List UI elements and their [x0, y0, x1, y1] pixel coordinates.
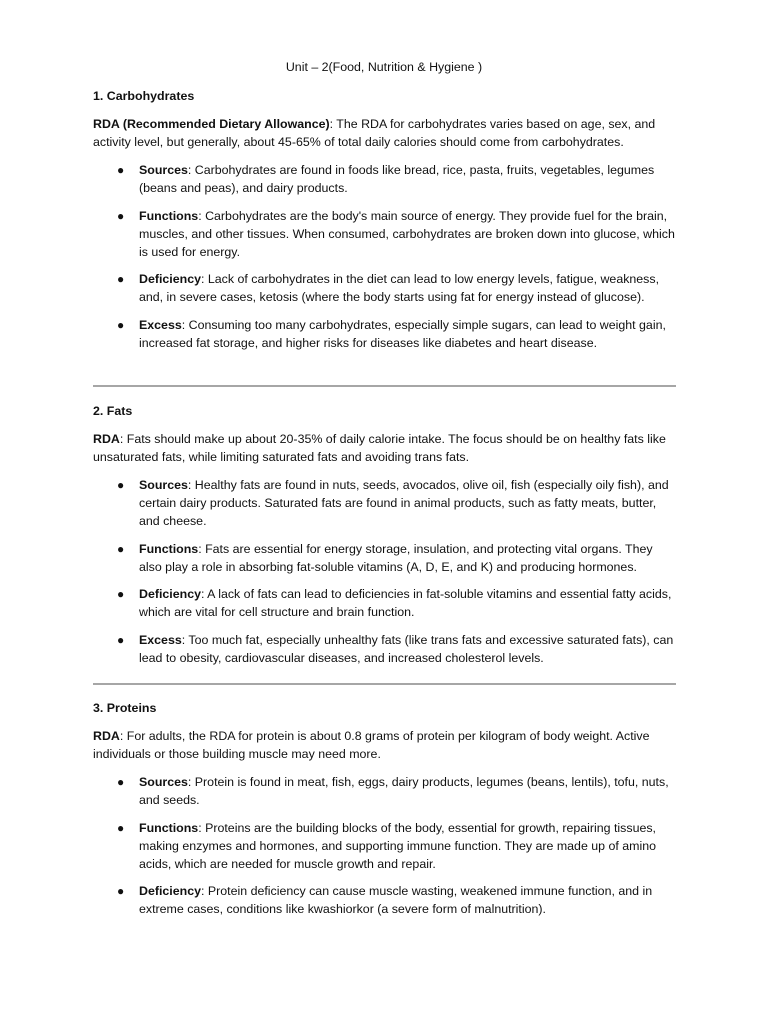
item-text: : Proteins are the building blocks of the body, essential for growth, repairing tissues, making enzymes and hormones, and supporting immune function. They are made up of amino acids, which are needed for muscle growth and repair. — [139, 820, 657, 871]
list-item — [93, 773, 678, 809]
item-label: Sources — [139, 775, 188, 789]
section-heading: 3. Proteins — [93, 701, 157, 715]
bullet-icon: ● — [117, 632, 125, 647]
item-text: : Too much fat, especially unhealthy fats (like trans fats and excessive saturated fats), can lead to obesity, cardiovascular diseases, and increased cholesterol levels. — [139, 632, 674, 665]
item-label: Excess — [139, 632, 182, 647]
rda-paragraph — [93, 115, 678, 151]
item-label: Sources — [139, 163, 188, 177]
bullet-icon: ● — [117, 317, 125, 332]
horizontal-divider — [93, 683, 676, 685]
item-text: : Carbohydrates are found in foods like bread, rice, pasta, fruits, vegetables, legumes (beans and peas), and dairy products. — [139, 163, 655, 195]
bullet-icon: ● — [117, 208, 125, 223]
bullet-icon: ● — [117, 587, 125, 601]
section-heading: 1. Carbohydrates — [93, 89, 195, 103]
bullet-icon: ● — [117, 884, 125, 898]
item-label: Deficiency — [139, 272, 201, 286]
item-text: : Healthy fats are found in nuts, seeds, avocados, olive oil, fish (especially oily fish), and certain dairy products. Saturated fats are found in animal products, such as fatty meats, butter, and cheese. — [139, 478, 669, 528]
item-text: : A lack of fats can lead to deficiencies in fat-soluble vitamins and essential fatty acids, which are vital for cell structure and brain function. — [139, 587, 672, 619]
rda-label: RDA (Recommended Dietary Allowance) — [93, 117, 330, 131]
rda-label: RDA — [93, 432, 120, 446]
list-item — [93, 882, 678, 918]
list-item — [93, 161, 678, 197]
section-heading: 2. Fats — [93, 404, 133, 418]
rda-label: RDA — [93, 729, 120, 743]
item-label: Excess — [139, 317, 182, 332]
horizontal-divider — [93, 385, 676, 387]
list-item — [93, 631, 678, 667]
nutrient-list — [93, 161, 678, 352]
nutrient-list — [93, 476, 678, 667]
rda-text: : The RDA for carbohydrates varies based on age, sex, and activity level, but generally, about 45-65% of total daily calories should come from carbohydrates. — [93, 117, 656, 149]
rda-text: : Fats should make up about 20-35% of daily calorie intake. The focus should be on healthy fats like unsaturated fats, while limiting saturated fats and avoiding trans fats. — [93, 432, 666, 464]
rda-text: : For adults, the RDA for protein is about 0.8 grams of protein per kilogram of body weight. Active individuals or those building muscle may need more. — [93, 729, 650, 761]
item-text: : Protein deficiency can cause muscle wasting, weakened immune function, and in extreme cases, conditions like kwashiorkor (a severe form of malnutrition). — [139, 884, 653, 916]
list-item — [93, 476, 678, 530]
list-item — [93, 819, 678, 873]
section-proteins — [93, 699, 678, 928]
bullet-icon: ● — [117, 478, 125, 492]
list-item — [93, 207, 678, 261]
section-fats — [93, 402, 678, 676]
item-text: : Carbohydrates are the body's main source of energy. They provide fuel for the brain, muscles, and other tissues. When consumed, carbohydrates are broken down into glucose, which is used for energy. — [139, 208, 675, 259]
bullet-icon: ● — [117, 163, 125, 177]
list-item — [93, 585, 678, 621]
bullet-icon: ● — [117, 775, 125, 789]
item-label: Functions — [139, 541, 199, 556]
list-item — [93, 270, 678, 306]
item-label: Deficiency — [139, 884, 201, 898]
item-label: Sources — [139, 478, 188, 492]
list-item — [93, 540, 678, 576]
item-text: : Fats are essential for energy storage, insulation, and protecting vital organs. They also play a role in absorbing fat-soluble vitamins (A, D, E, and K) and producing hormones. — [139, 541, 653, 574]
rda-paragraph — [93, 430, 678, 466]
bullet-icon: ● — [117, 541, 125, 556]
item-text: : Lack of carbohydrates in the diet can lead to low energy levels, fatigue, weakness, and, in severe cases, ketosis (where the body starts using fat for energy instead of glucose). — [139, 272, 660, 304]
bullet-icon: ● — [117, 272, 125, 286]
nutrient-list — [93, 773, 678, 918]
item-label: Functions — [139, 820, 199, 835]
item-text: : Protein is found in meat, fish, eggs, dairy products, legumes (beans, lentils), tofu, nuts, and seeds. — [139, 775, 669, 807]
item-label: Deficiency — [139, 587, 201, 601]
rda-paragraph — [93, 727, 678, 763]
item-label: Functions — [139, 208, 199, 223]
document-title: Unit – 2(Food, Nutrition & Hygiene ) — [285, 60, 483, 74]
item-text: : Consuming too many carbohydrates, especially simple sugars, can lead to weight gain, increased fat storage, and higher risks for diseases like diabetes and heart disease. — [139, 317, 666, 350]
section-carbohydrates — [93, 87, 678, 361]
list-item — [93, 316, 678, 352]
bullet-icon: ● — [117, 820, 125, 835]
